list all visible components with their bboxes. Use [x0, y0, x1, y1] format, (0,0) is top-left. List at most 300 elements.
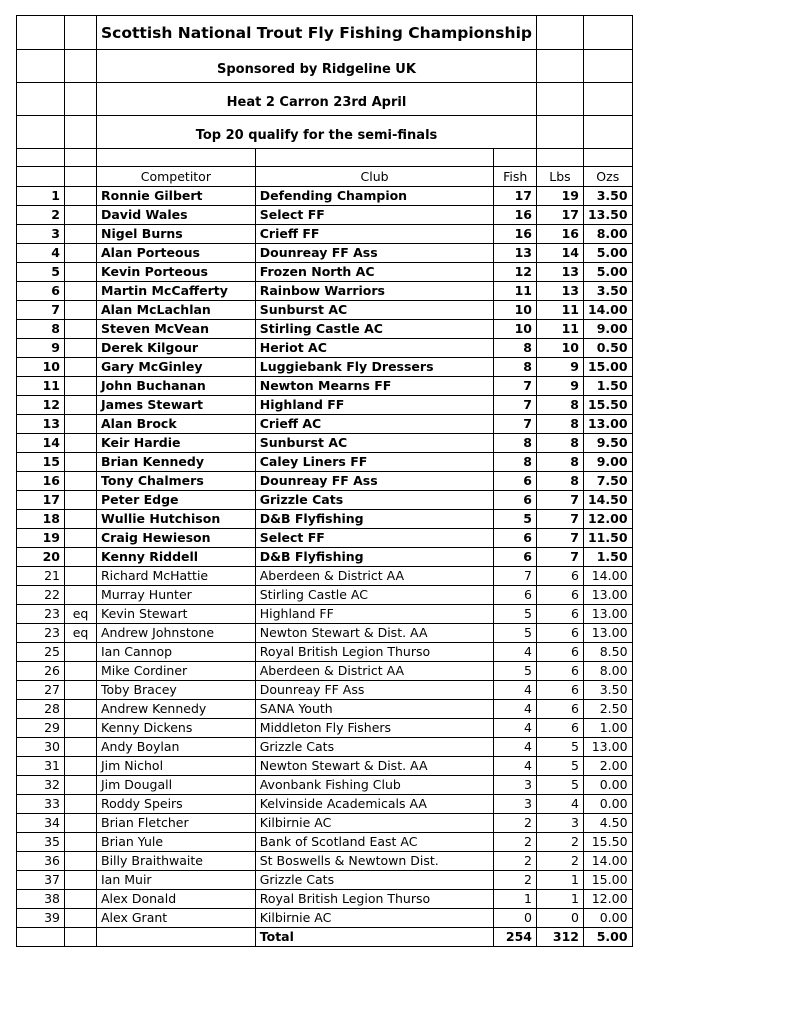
fish-cell: 4: [494, 700, 537, 719]
tie-cell: [65, 776, 97, 795]
tie-cell: [65, 263, 97, 282]
competitor-cell: Kenny Dickens: [97, 719, 256, 738]
tie-cell: [65, 339, 97, 358]
position-cell: 4: [17, 244, 65, 263]
competitor-cell: Craig Hewieson: [97, 529, 256, 548]
position-cell: 32: [17, 776, 65, 795]
table-row: [17, 339, 633, 358]
lbs-cell: 6: [536, 567, 583, 586]
position-cell: 30: [17, 738, 65, 757]
competitor-cell: Nigel Burns: [97, 225, 256, 244]
tie-cell: [65, 415, 97, 434]
tie-cell: [65, 529, 97, 548]
fish-cell: 2: [494, 814, 537, 833]
fish-cell: 7: [494, 377, 537, 396]
position-cell: 8: [17, 320, 65, 339]
ozs-cell: 2.50: [583, 700, 632, 719]
table-row: [17, 301, 633, 320]
club-cell: Dounreay FF Ass: [255, 681, 494, 700]
lbs-cell: 6: [536, 700, 583, 719]
club-cell: Kilbirnie AC: [255, 909, 494, 928]
table-row: [17, 643, 633, 662]
tie-cell: [65, 719, 97, 738]
lbs-cell: 0: [536, 909, 583, 928]
club-cell: Aberdeen & District AA: [255, 567, 494, 586]
lbs-cell: 7: [536, 491, 583, 510]
tie-cell: [65, 586, 97, 605]
lbs-cell: 8: [536, 472, 583, 491]
total-lbs: 312: [536, 928, 583, 947]
tie-cell: [65, 396, 97, 415]
club-cell: D&B Flyfishing: [255, 510, 494, 529]
position-cell: 16: [17, 472, 65, 491]
position-cell: 15: [17, 453, 65, 472]
tie-cell: [65, 206, 97, 225]
fish-cell: 5: [494, 662, 537, 681]
club-cell: Highland FF: [255, 396, 494, 415]
tie-cell: [65, 301, 97, 320]
fish-cell: 7: [494, 396, 537, 415]
table-row: [17, 738, 633, 757]
table-row: [17, 225, 633, 244]
lbs-cell: 6: [536, 586, 583, 605]
fish-cell: 2: [494, 833, 537, 852]
tie-cell: [65, 871, 97, 890]
position-cell: 39: [17, 909, 65, 928]
ozs-cell: 9.00: [583, 320, 632, 339]
competitor-cell: Alan Porteous: [97, 244, 256, 263]
lbs-cell: 13: [536, 282, 583, 301]
club-cell: Grizzle Cats: [255, 491, 494, 510]
competitor-cell: Brian Yule: [97, 833, 256, 852]
lbs-cell: 1: [536, 890, 583, 909]
tie-cell: [65, 890, 97, 909]
fish-cell: 8: [494, 434, 537, 453]
competitor-cell: Andy Boylan: [97, 738, 256, 757]
club-cell: Select FF: [255, 206, 494, 225]
total-fish: 254: [494, 928, 537, 947]
competitor-cell: Billy Braithwaite: [97, 852, 256, 871]
table-row: [17, 776, 633, 795]
position-cell: 12: [17, 396, 65, 415]
ozs-cell: 7.50: [583, 472, 632, 491]
sponsor-text: Sponsored by Ridgeline UK: [97, 50, 537, 83]
lbs-cell: 2: [536, 852, 583, 871]
table-row: [17, 852, 633, 871]
tie-cell: [65, 434, 97, 453]
club-cell: Select FF: [255, 529, 494, 548]
fish-cell: 4: [494, 719, 537, 738]
tie-cell: [65, 244, 97, 263]
table-row: [17, 624, 633, 643]
ozs-cell: 13.50: [583, 206, 632, 225]
tie-cell: [65, 909, 97, 928]
position-cell: 11: [17, 377, 65, 396]
header-ozs: Ozs: [583, 167, 632, 187]
ozs-cell: 9.00: [583, 453, 632, 472]
club-cell: Stirling Castle AC: [255, 320, 494, 339]
competitor-cell: David Wales: [97, 206, 256, 225]
club-cell: Caley Liners FF: [255, 453, 494, 472]
table-row: [17, 434, 633, 453]
competitor-cell: Alex Donald: [97, 890, 256, 909]
position-cell: 14: [17, 434, 65, 453]
tie-cell: [65, 681, 97, 700]
ozs-cell: 1.00: [583, 719, 632, 738]
position-cell: 13: [17, 415, 65, 434]
fish-cell: 3: [494, 776, 537, 795]
competitor-cell: Tony Chalmers: [97, 472, 256, 491]
ozs-cell: 13.00: [583, 415, 632, 434]
fish-cell: 2: [494, 852, 537, 871]
table-row: [17, 586, 633, 605]
competitor-cell: Toby Bracey: [97, 681, 256, 700]
position-cell: 2: [17, 206, 65, 225]
header-lbs: Lbs: [536, 167, 583, 187]
fish-cell: 11: [494, 282, 537, 301]
tie-cell: [65, 225, 97, 244]
table-row: [17, 263, 633, 282]
fish-cell: 6: [494, 586, 537, 605]
ozs-cell: 3.50: [583, 187, 632, 206]
tie-cell: [65, 510, 97, 529]
club-cell: Defending Champion: [255, 187, 494, 206]
competitor-cell: Martin McCafferty: [97, 282, 256, 301]
fish-cell: 12: [494, 263, 537, 282]
competitor-cell: Kenny Riddell: [97, 548, 256, 567]
position-cell: 1: [17, 187, 65, 206]
title-row: [17, 16, 633, 50]
ozs-cell: 14.50: [583, 491, 632, 510]
total-row: [17, 928, 633, 947]
results-table-body: [17, 16, 633, 947]
tie-cell: [65, 491, 97, 510]
competitor-cell: Alex Grant: [97, 909, 256, 928]
club-cell: Newton Stewart & Dist. AA: [255, 624, 494, 643]
club-cell: Newton Stewart & Dist. AA: [255, 757, 494, 776]
ozs-cell: 0.50: [583, 339, 632, 358]
position-cell: 9: [17, 339, 65, 358]
table-row: [17, 472, 633, 491]
header-fish: Fish: [494, 167, 537, 187]
heat-text: Heat 2 Carron 23rd April: [97, 83, 537, 116]
club-cell: Royal British Legion Thurso: [255, 890, 494, 909]
fish-cell: 5: [494, 605, 537, 624]
club-cell: Stirling Castle AC: [255, 586, 494, 605]
competitor-cell: John Buchanan: [97, 377, 256, 396]
position-cell: 19: [17, 529, 65, 548]
lbs-cell: 11: [536, 320, 583, 339]
ozs-cell: 15.50: [583, 396, 632, 415]
lbs-cell: 10: [536, 339, 583, 358]
competitor-cell: James Stewart: [97, 396, 256, 415]
table-row: [17, 814, 633, 833]
lbs-cell: 6: [536, 605, 583, 624]
position-cell: 26: [17, 662, 65, 681]
fish-cell: 7: [494, 415, 537, 434]
fish-cell: 8: [494, 453, 537, 472]
position-cell: 25: [17, 643, 65, 662]
fish-cell: 6: [494, 491, 537, 510]
table-row: [17, 415, 633, 434]
position-cell: 31: [17, 757, 65, 776]
club-cell: Newton Mearns FF: [255, 377, 494, 396]
tie-cell: [65, 700, 97, 719]
competitor-cell: Wullie Hutchison: [97, 510, 256, 529]
lbs-cell: 5: [536, 738, 583, 757]
lbs-cell: 6: [536, 681, 583, 700]
lbs-cell: 6: [536, 643, 583, 662]
sponsor-row: [17, 50, 633, 83]
table-row: [17, 605, 633, 624]
competitor-cell: Keir Hardie: [97, 434, 256, 453]
fish-cell: 2: [494, 871, 537, 890]
position-cell: 23: [17, 605, 65, 624]
fish-cell: 0: [494, 909, 537, 928]
ozs-cell: 12.00: [583, 510, 632, 529]
table-row: [17, 206, 633, 225]
club-cell: Grizzle Cats: [255, 738, 494, 757]
position-cell: 33: [17, 795, 65, 814]
tie-cell: [65, 662, 97, 681]
tie-cell: [65, 814, 97, 833]
ozs-cell: 8.50: [583, 643, 632, 662]
club-cell: Royal British Legion Thurso: [255, 643, 494, 662]
club-cell: Crieff AC: [255, 415, 494, 434]
ozs-cell: 12.00: [583, 890, 632, 909]
competitor-cell: Richard McHattie: [97, 567, 256, 586]
table-row: [17, 757, 633, 776]
lbs-cell: 6: [536, 719, 583, 738]
lbs-cell: 3: [536, 814, 583, 833]
table-row: [17, 700, 633, 719]
results-sheet: [16, 15, 633, 947]
club-cell: Highland FF: [255, 605, 494, 624]
lbs-cell: 7: [536, 529, 583, 548]
club-cell: Aberdeen & District AA: [255, 662, 494, 681]
ozs-cell: 0.00: [583, 909, 632, 928]
total-blank-cell: [65, 928, 97, 947]
lbs-cell: 14: [536, 244, 583, 263]
competitor-cell: Brian Kennedy: [97, 453, 256, 472]
lbs-cell: 8: [536, 453, 583, 472]
ozs-cell: 13.00: [583, 586, 632, 605]
competitor-cell: Kevin Stewart: [97, 605, 256, 624]
fish-cell: 5: [494, 624, 537, 643]
table-row: [17, 890, 633, 909]
competitor-cell: Alan Brock: [97, 415, 256, 434]
tie-cell: [65, 358, 97, 377]
position-cell: 22: [17, 586, 65, 605]
competitor-cell: Ian Muir: [97, 871, 256, 890]
club-cell: Luggiebank Fly Dressers: [255, 358, 494, 377]
competitor-cell: Jim Nichol: [97, 757, 256, 776]
results-table: [16, 15, 633, 947]
competitor-cell: Derek Kilgour: [97, 339, 256, 358]
competitor-cell: Gary McGinley: [97, 358, 256, 377]
ozs-cell: 3.50: [583, 282, 632, 301]
competitor-cell: Andrew Kennedy: [97, 700, 256, 719]
lbs-cell: 9: [536, 358, 583, 377]
table-row: [17, 567, 633, 586]
table-row: [17, 795, 633, 814]
lbs-cell: 11: [536, 301, 583, 320]
column-header-row: [17, 167, 633, 187]
table-row: [17, 358, 633, 377]
tie-cell: [65, 852, 97, 871]
ozs-cell: 3.50: [583, 681, 632, 700]
ozs-cell: 0.00: [583, 776, 632, 795]
page-title: Scottish National Trout Fly Fishing Championship: [97, 16, 537, 50]
tie-cell: eq: [65, 624, 97, 643]
table-row: [17, 491, 633, 510]
lbs-cell: 2: [536, 833, 583, 852]
table-row: [17, 187, 633, 206]
ozs-cell: 13.00: [583, 738, 632, 757]
competitor-cell: Ronnie Gilbert: [97, 187, 256, 206]
lbs-cell: 1: [536, 871, 583, 890]
fish-cell: 4: [494, 757, 537, 776]
position-cell: 21: [17, 567, 65, 586]
total-ozs: 5.00: [583, 928, 632, 947]
club-cell: Crieff FF: [255, 225, 494, 244]
header-club: Club: [255, 167, 494, 187]
ozs-cell: 2.00: [583, 757, 632, 776]
qualify-row: [17, 116, 633, 149]
competitor-cell: Jim Dougall: [97, 776, 256, 795]
fish-cell: 8: [494, 339, 537, 358]
competitor-cell: Andrew Johnstone: [97, 624, 256, 643]
total-blank-cell: [97, 928, 256, 947]
table-row: [17, 320, 633, 339]
ozs-cell: 8.00: [583, 662, 632, 681]
ozs-cell: 13.00: [583, 605, 632, 624]
club-cell: Dounreay FF Ass: [255, 472, 494, 491]
tie-cell: eq: [65, 605, 97, 624]
club-cell: Kilbirnie AC: [255, 814, 494, 833]
position-cell: 20: [17, 548, 65, 567]
position-cell: 18: [17, 510, 65, 529]
ozs-cell: 8.00: [583, 225, 632, 244]
tie-cell: [65, 738, 97, 757]
table-row: [17, 529, 633, 548]
position-cell: 37: [17, 871, 65, 890]
competitor-cell: Ian Cannop: [97, 643, 256, 662]
table-row: [17, 396, 633, 415]
competitor-cell: Kevin Porteous: [97, 263, 256, 282]
ozs-cell: 1.50: [583, 548, 632, 567]
position-cell: 34: [17, 814, 65, 833]
ozs-cell: 14.00: [583, 301, 632, 320]
ozs-cell: 15.50: [583, 833, 632, 852]
table-row: [17, 453, 633, 472]
ozs-cell: 15.00: [583, 871, 632, 890]
position-cell: 5: [17, 263, 65, 282]
table-row: [17, 244, 633, 263]
fish-cell: 6: [494, 548, 537, 567]
competitor-cell: Roddy Speirs: [97, 795, 256, 814]
position-cell: 29: [17, 719, 65, 738]
tie-cell: [65, 320, 97, 339]
total-blank-cell: [17, 928, 65, 947]
ozs-cell: 1.50: [583, 377, 632, 396]
position-cell: 17: [17, 491, 65, 510]
tie-cell: [65, 567, 97, 586]
table-row: [17, 282, 633, 301]
table-row: [17, 719, 633, 738]
lbs-cell: 13: [536, 263, 583, 282]
fish-cell: 13: [494, 244, 537, 263]
competitor-cell: Alan McLachlan: [97, 301, 256, 320]
ozs-cell: 4.50: [583, 814, 632, 833]
tie-cell: [65, 833, 97, 852]
position-cell: 10: [17, 358, 65, 377]
table-row: [17, 548, 633, 567]
position-cell: 7: [17, 301, 65, 320]
club-cell: St Boswells & Newtown Dist.: [255, 852, 494, 871]
club-cell: Rainbow Warriors: [255, 282, 494, 301]
ozs-cell: 11.50: [583, 529, 632, 548]
fish-cell: 7: [494, 567, 537, 586]
ozs-cell: 9.50: [583, 434, 632, 453]
competitor-cell: Murray Hunter: [97, 586, 256, 605]
tie-cell: [65, 282, 97, 301]
table-row: [17, 871, 633, 890]
position-cell: 36: [17, 852, 65, 871]
tie-cell: [65, 472, 97, 491]
competitor-cell: Brian Fletcher: [97, 814, 256, 833]
position-cell: 27: [17, 681, 65, 700]
position-cell: 3: [17, 225, 65, 244]
spacer-row: [17, 149, 633, 167]
table-row: [17, 510, 633, 529]
position-cell: 6: [17, 282, 65, 301]
lbs-cell: 6: [536, 624, 583, 643]
club-cell: Heriot AC: [255, 339, 494, 358]
club-cell: Kelvinside Academicals AA: [255, 795, 494, 814]
table-row: [17, 909, 633, 928]
lbs-cell: 8: [536, 415, 583, 434]
lbs-cell: 9: [536, 377, 583, 396]
ozs-cell: 14.00: [583, 567, 632, 586]
competitor-cell: Steven McVean: [97, 320, 256, 339]
lbs-cell: 7: [536, 510, 583, 529]
club-cell: Sunburst AC: [255, 301, 494, 320]
fish-cell: 10: [494, 320, 537, 339]
position-cell: 28: [17, 700, 65, 719]
fish-cell: 1: [494, 890, 537, 909]
lbs-cell: 5: [536, 757, 583, 776]
ozs-cell: 5.00: [583, 263, 632, 282]
fish-cell: 4: [494, 643, 537, 662]
table-row: [17, 681, 633, 700]
lbs-cell: 8: [536, 434, 583, 453]
table-row: [17, 377, 633, 396]
club-cell: Middleton Fly Fishers: [255, 719, 494, 738]
fish-cell: 4: [494, 681, 537, 700]
position-cell: 38: [17, 890, 65, 909]
qualify-note: Top 20 qualify for the semi-finals: [97, 116, 537, 149]
tie-cell: [65, 548, 97, 567]
fish-cell: 16: [494, 206, 537, 225]
tie-cell: [65, 187, 97, 206]
lbs-cell: 16: [536, 225, 583, 244]
club-cell: Frozen North AC: [255, 263, 494, 282]
fish-cell: 6: [494, 472, 537, 491]
fish-cell: 8: [494, 358, 537, 377]
club-cell: SANA Youth: [255, 700, 494, 719]
fish-cell: 3: [494, 795, 537, 814]
